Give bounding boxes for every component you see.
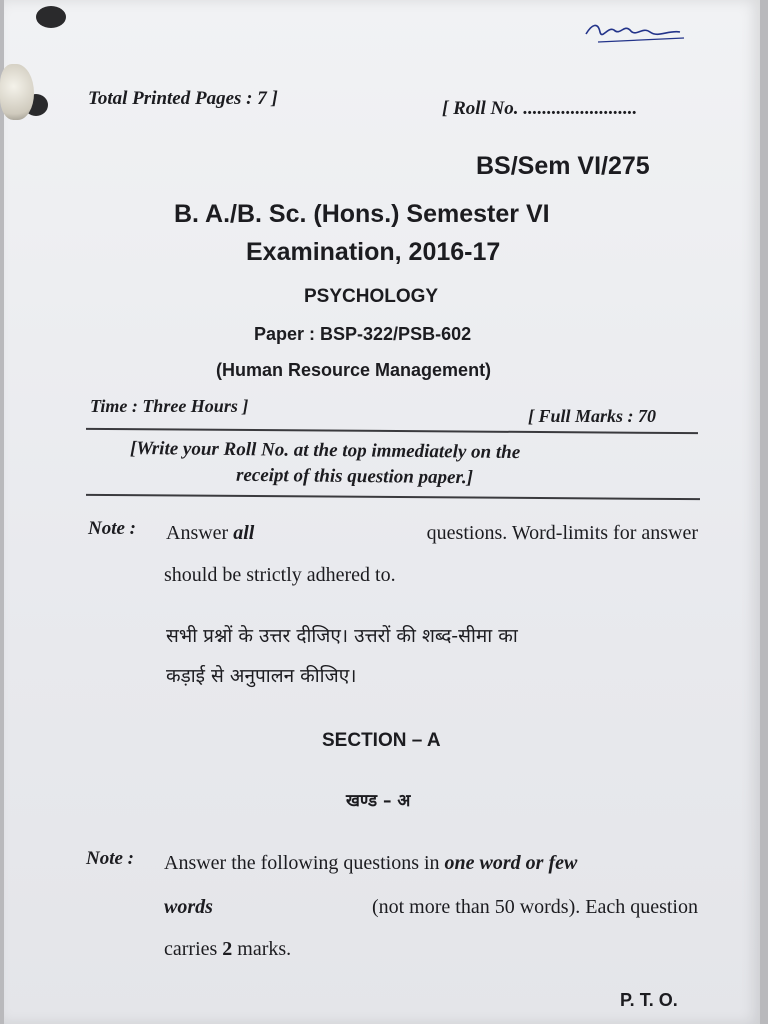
time-allowed: Time : Three Hours ] [90, 396, 249, 416]
note-line1-text: Answer all [166, 522, 255, 544]
roll-no-field: [ Roll No. ........................ [442, 98, 638, 119]
note2-line3: carries 2 marks. [164, 938, 292, 960]
pto-label: P. T. O. [620, 990, 678, 1010]
note-line2: should be strictly adhered to. [164, 564, 396, 586]
binding-hole-top [36, 6, 66, 28]
note-hindi-line2: कड़ाई से अनुपालन कीजिए। [166, 665, 357, 687]
note-label: Note : [88, 518, 137, 539]
note2-line1: Answer the following questions in one word or few [164, 852, 578, 874]
paper-title: (Human Resource Management) [216, 360, 492, 380]
paper-code: BS/Sem VI/275 [476, 152, 650, 180]
note2-line2: words (not more than 50 words). Each question [164, 896, 698, 918]
note2-label: Note : [86, 848, 135, 869]
note-line1-rest: questions. Word-limits for answer [426, 522, 698, 544]
instruction-line2: receipt of this question paper.] [235, 464, 474, 489]
note-line1 [166, 522, 698, 545]
handwritten-signature [580, 14, 690, 48]
instruction-line1: [Write your Roll No. at the top immediately on the [129, 437, 521, 464]
total-printed-pages: Total Printed Pages : 7 ] [88, 88, 278, 109]
section-title: SECTION – A [322, 730, 441, 751]
note-hindi-line1: सभी प्रश्नों के उत्तर दीजिए। उत्तरों की शब्द-सीमा का [166, 625, 518, 647]
binding-thread [0, 64, 34, 120]
full-marks: [ Full Marks : 70 [528, 406, 657, 426]
subject-title: PSYCHOLOGY [304, 286, 439, 307]
section-hindi-title: खण्ड – अ [346, 791, 411, 811]
exam-title-line2: Examination, 2016-17 [246, 238, 501, 266]
exam-title-line1: B. A./B. Sc. (Hons.) Semester VI [174, 200, 550, 228]
paper-number: Paper : BSP-322/PSB-602 [254, 324, 472, 344]
